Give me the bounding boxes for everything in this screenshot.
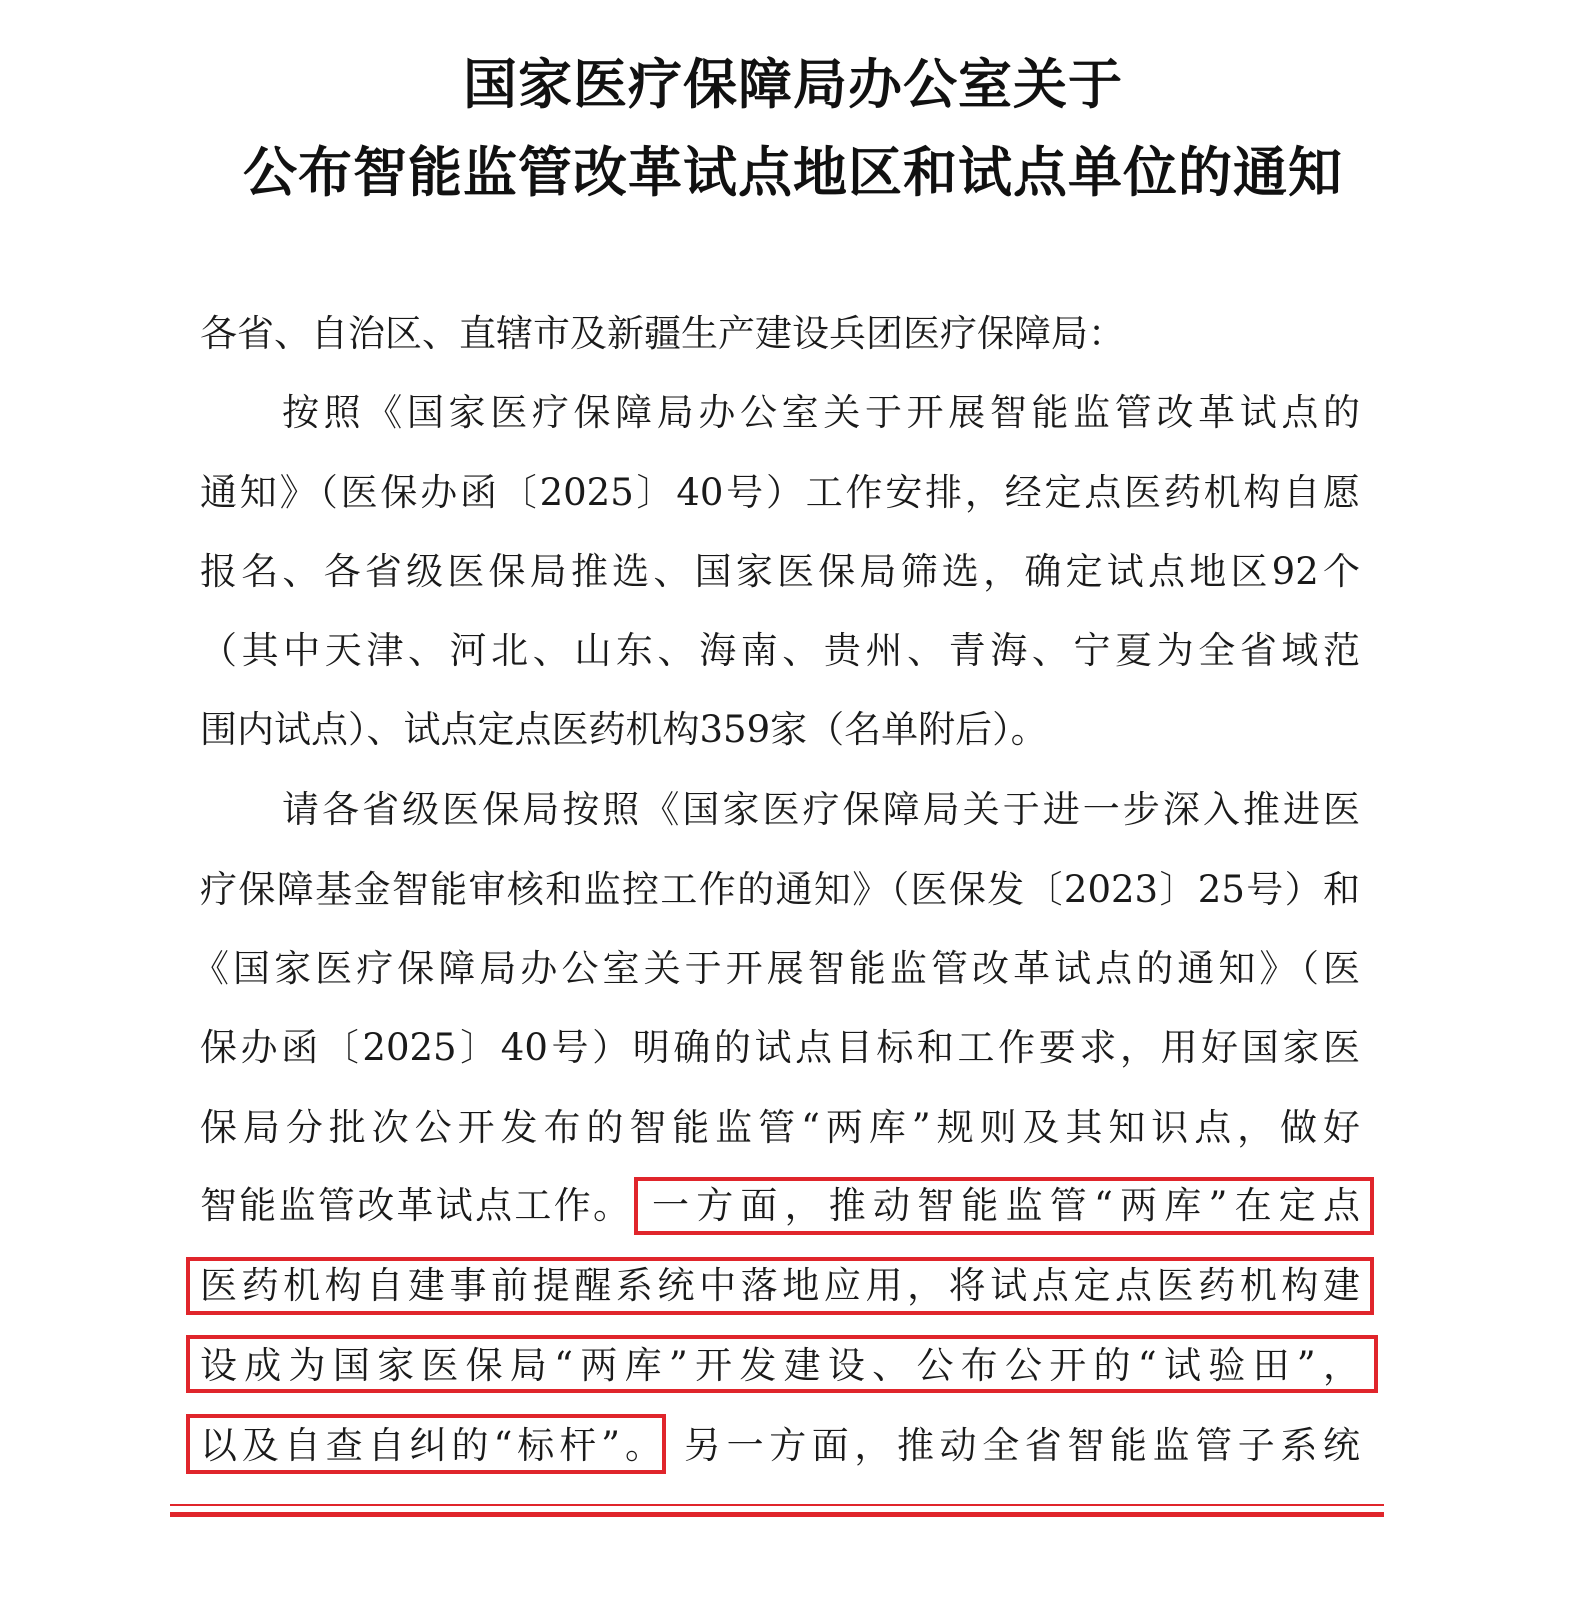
highlight-box-line-6 — [634, 1177, 1374, 1235]
document-title-line-1: 国家医疗保障局办公室关于 — [463, 53, 1123, 116]
paragraph-2-line-7: 医药机构自建事前提醒系统中落地应用，将试点定点医药机构建 — [200, 1264, 1360, 1307]
salutation: 各省、自治区、直辖市及新疆生产建设兵团医疗保障局： — [200, 312, 1125, 355]
document-title-line-2: 公布智能监管改革试点地区和试点单位的通知 — [243, 141, 1343, 204]
paragraph-2-line-2: 疗保障基金智能审核和监控工作的通知》（医保发〔2023〕25号）和 — [200, 868, 1360, 911]
paragraph-2-line-8: 设成为国家医保局“两库”开发建设、公布公开的“试验田”， — [200, 1344, 1360, 1387]
line-6-highlighted-text: 一方面，推动智能监管“两库”在定点 — [652, 1184, 1360, 1227]
line-9-highlighted-text: 以及自查自纠的“标杆”。 — [200, 1424, 662, 1467]
paragraph-2-line-3: 《国家医疗保障局办公室关于开展智能监管改革试点的通知》（医 — [192, 947, 1360, 990]
paragraph-2-line-5: 保局分批次公开发布的智能监管“两库”规则及其知识点，做好 — [200, 1106, 1360, 1149]
highlight-box-line-7 — [186, 1257, 1374, 1315]
paragraph-1-line-3: 报名、各省级医保局推选、国家医保局筛选，确定试点地区92个 — [200, 550, 1360, 593]
paragraph-1-line-2: 通知》（医保办函〔2025〕40号）工作安排，经定点医药机构自愿 — [200, 471, 1360, 514]
line-9-plain-text: 另一方面，推动全省智能监管子系统 — [684, 1424, 1360, 1467]
paragraph-2-line-1: 请各省级医保局按照《国家医疗保障局关于进一步深入推进医 — [282, 788, 1360, 831]
red-divider-thin — [170, 1504, 1384, 1506]
paragraph-1-line-4: （其中天津、河北、山东、海南、贵州、青海、宁夏为全省域范 — [200, 629, 1360, 672]
paragraph-1-line-5: 围内试点）、试点定点医药机构359家（名单附后）。 — [200, 708, 1048, 751]
red-divider-thick — [170, 1512, 1384, 1517]
line-6-plain-text: 智能监管改革试点工作。 — [200, 1184, 630, 1227]
paragraph-1-line-1: 按照《国家医疗保障局办公室关于开展智能监管改革试点的 — [282, 391, 1360, 434]
highlight-box-line-8 — [186, 1335, 1378, 1393]
highlight-box-line-9 — [186, 1414, 666, 1474]
paragraph-2-line-4: 保办函〔2025〕40号）明确的试点目标和工作要求，用好国家医 — [200, 1026, 1360, 1069]
